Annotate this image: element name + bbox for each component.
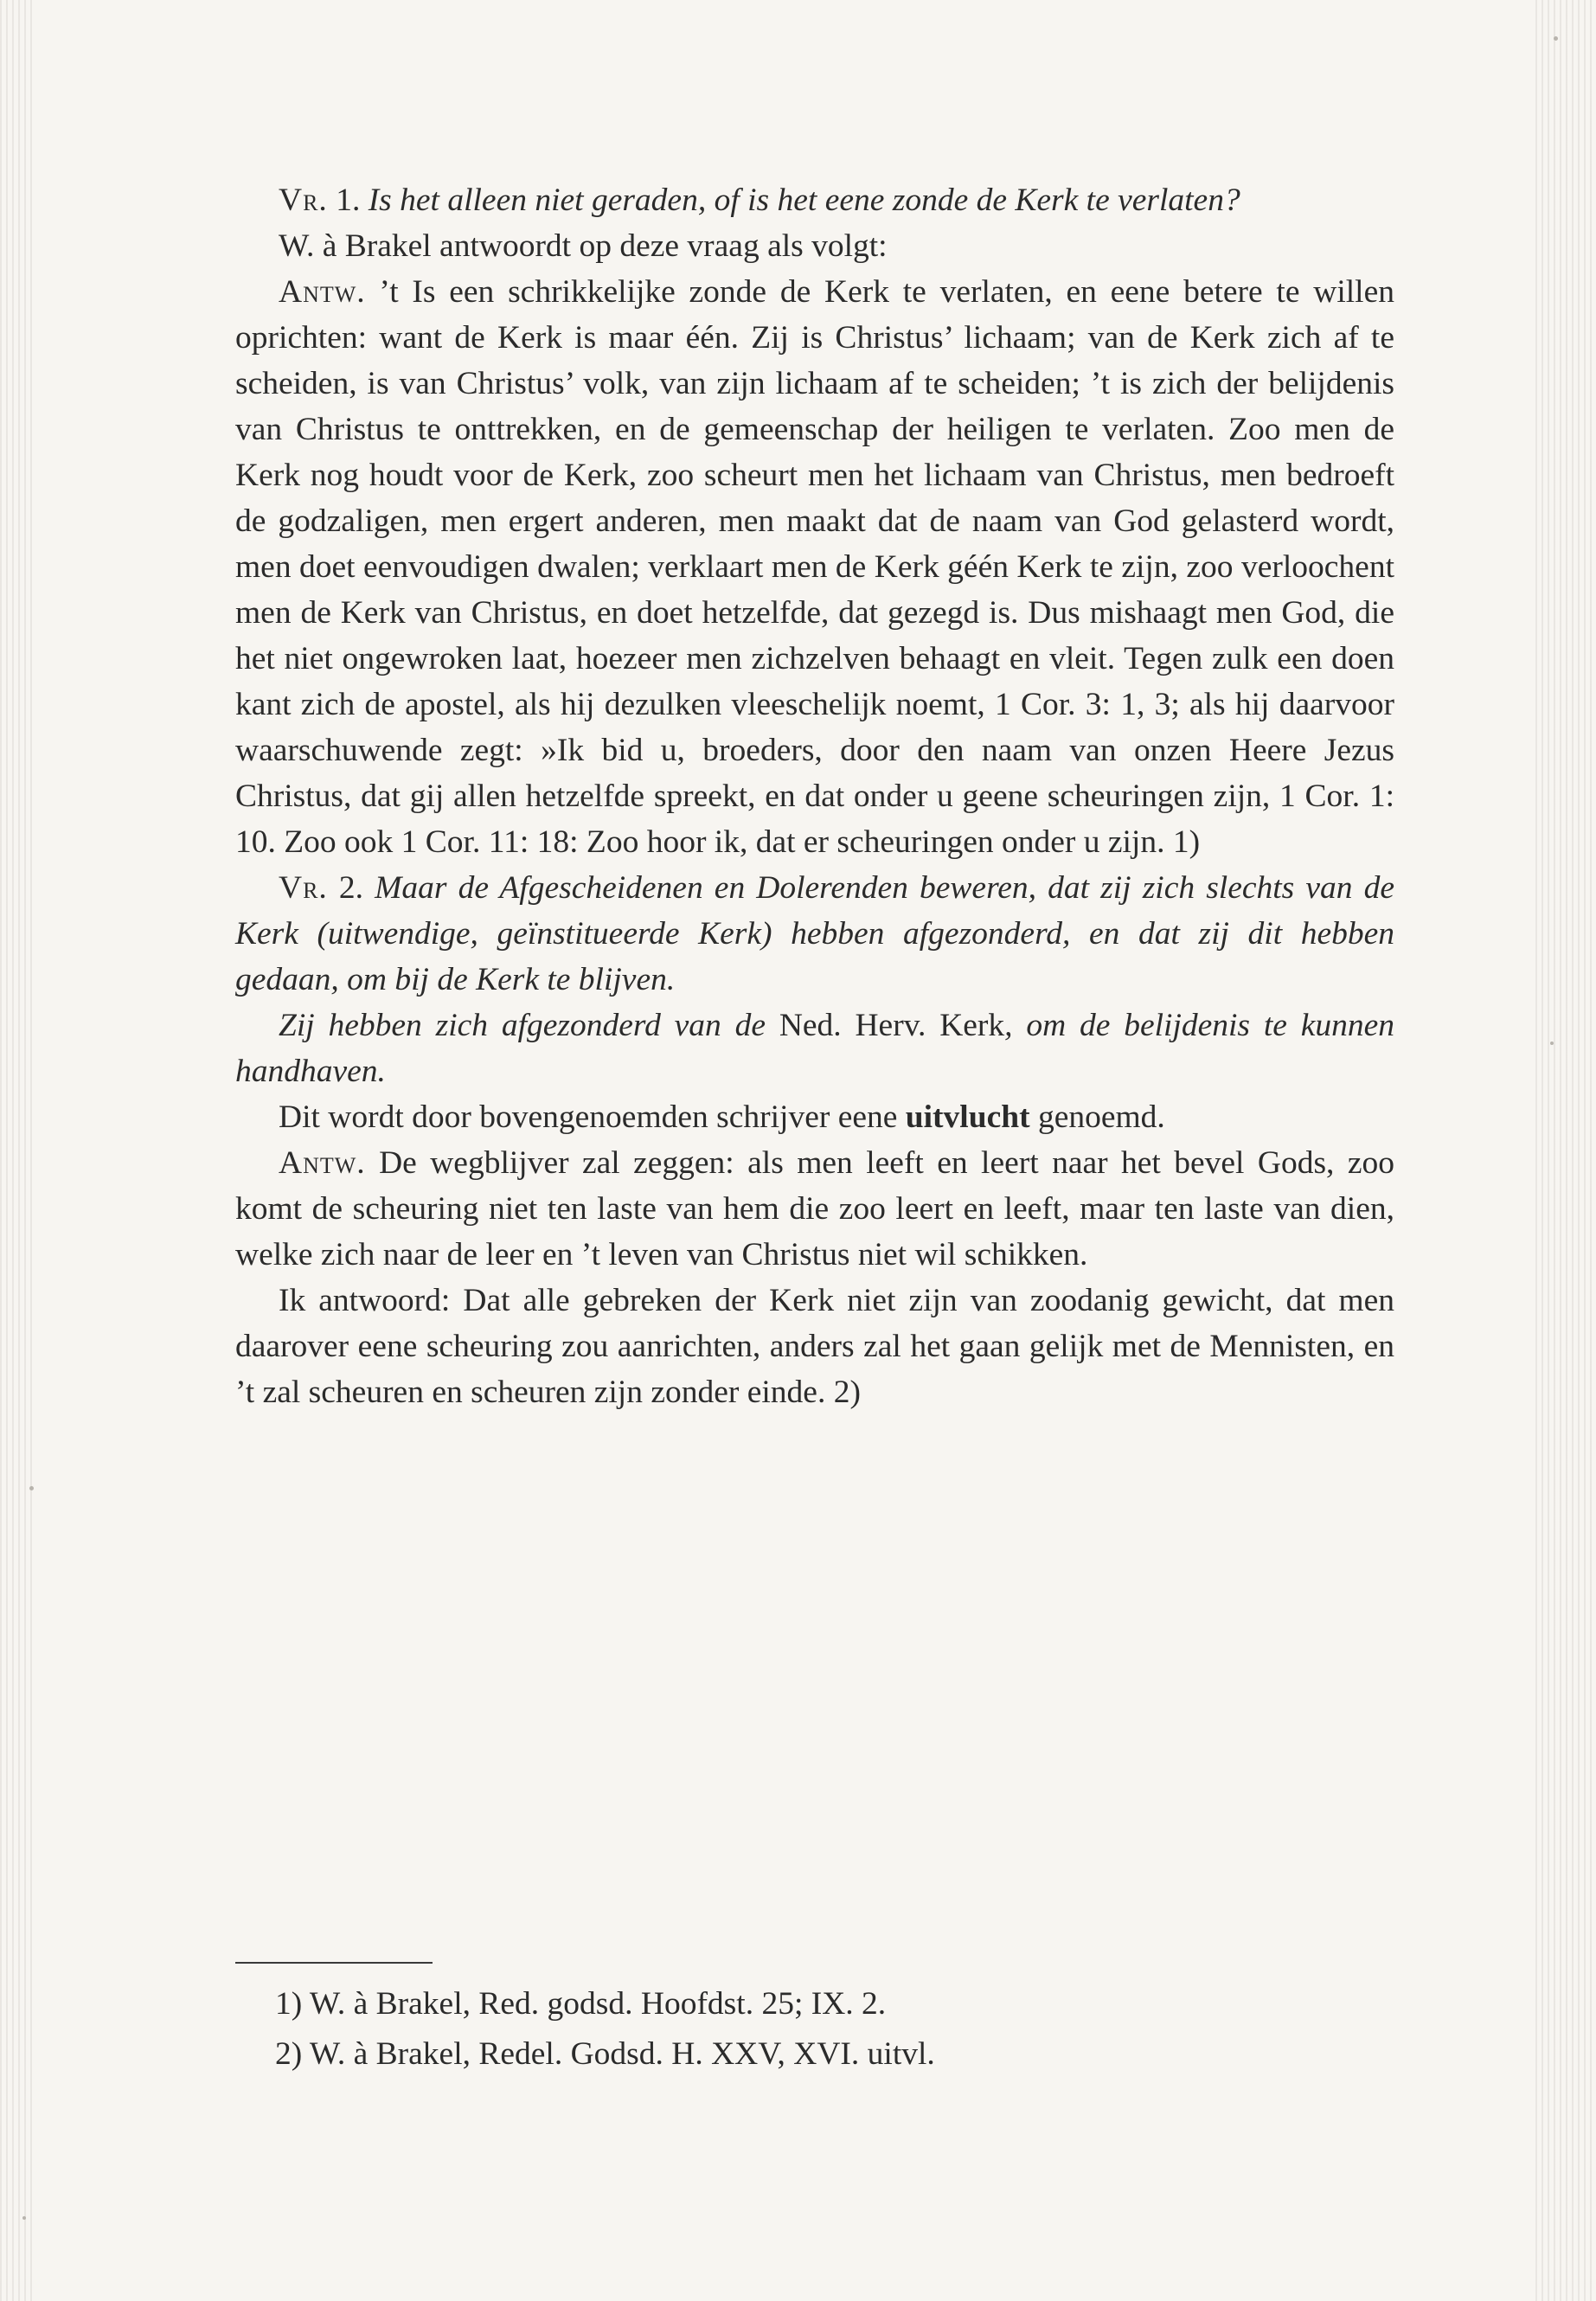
question-text: Zij hebben zich afgezonderd van de [279, 1008, 779, 1043]
answer-text: ’t Is een schrikkelijke zonde de Kerk te verlaten, en eene betere te willen oprichten: want de Kerk is maar één. Zij is Christus’ lichaam; van de Kerk zich af te scheiden, is van Christus’ volk, van zijn lichaam af te scheiden; ’t is zich der belijdenis van Christus te onttrekken, en de gemeenschap der heiligen te verlaten. Zoo men de Kerk nog houdt voor de Kerk, zoo scheurt men het lichaam van Christus, men bedroeft de godzaligen, men ergert anderen, men maakt dat de naam van God gelasterd wordt, men doet eenvoudigen dwalen; verklaart men de Kerk géén Kerk te zijn, zoo verloochent men de Kerk van Christus, en doet hetzelfde, dat gezegd is. Dus mishaagt men God, die het niet ongewroken laat, hoezeer men zichzelven behaagt en vleit. Tegen zulk een doen kant zich de apostel, als hij dezulken vleeschelijk noemt, 1 Cor. 3: 1, 3; als hij daarvoor waarschuwende zegt: »Ik bid u, broeders, door den naam van onzen Heere Jezus Christus, dat gij allen hetzelfde spreekt, en dat onder u geene scheuringen zijn, 1 Cor. 1: 10. Zoo ook 1 Cor. 11: 18: Zoo hoor ik, dat er scheuringen onder u zijn. 1) [235, 274, 1394, 860]
paragraph-text: Ik antwoord: Dat alle gebreken der Kerk niet zijn van zoodanig gewicht, dat men daarover eene scheuring zou aanrichten, anders zal het gaan gelijk met de Mennisten, en ’t zal scheuren en scheuren zijn zonder einde. 2) [235, 1283, 1394, 1410]
uitvlucht-paragraph [235, 1094, 1394, 1140]
paragraph-text: genoemd. [1029, 1099, 1165, 1135]
question-2-continued [235, 1003, 1394, 1094]
answer-label: Antw. [279, 274, 366, 310]
page-speck [1554, 36, 1558, 41]
answer-2 [235, 1140, 1394, 1278]
question-text: , om de belijdenis te kunnen handhaven. [235, 1008, 1394, 1089]
emphasis-word: uitvlucht [905, 1099, 1030, 1135]
question-number: 2. [327, 870, 375, 906]
page-speck [1550, 1042, 1554, 1045]
question-number: 1. [327, 183, 369, 218]
answer-text: De wegblijver zal zeggen: als men leeft en leert naar het bevel Gods, zoo komt de scheuring niet ten laste van hem die zoo leert en leeft, maar ten laste van dien, welke zich naar de leer en ’t leven van Christus niet wil schikken. [235, 1145, 1394, 1272]
question-1 [235, 177, 1394, 223]
paragraph-text: Dit wordt door bovengenoemden schrijver eene [279, 1099, 906, 1135]
body-text [235, 177, 1394, 1415]
footnote-2: 2) W. à Brakel, Redel. Godsd. H. XXV, XVI. uitvl. [275, 2036, 935, 2072]
page-edge-left [0, 0, 35, 2301]
ik-antwoord-paragraph [235, 1278, 1394, 1415]
question-text: Maar de Afgescheidenen en Dolerenden beweren, dat zij zich slechts van de Kerk (uitwendige, geïnstitueerde Kerk) hebben afgezonderd, en dat zij dit hebben gedaan, om bij de Kerk te blijven. [235, 870, 1395, 997]
page-edge-right [1535, 0, 1596, 2301]
paragraph-text: W. à Brakel antwoordt op deze vraag als volgt: [279, 228, 888, 264]
page-speck [29, 1486, 34, 1490]
question-2 [235, 865, 1394, 1003]
brakel-intro [235, 223, 1394, 269]
question-text: Is het alleen niet geraden, of is het eene zonde de Kerk te verlaten? [368, 183, 1240, 218]
answer-label: Antw. [279, 1145, 366, 1181]
footnote-1: 1) W. à Brakel, Red. godsd. Hoofdst. 25; IX. 2. [275, 1986, 887, 2022]
answer-1 [235, 269, 1394, 865]
church-name: Ned. Herv. Kerk [779, 1008, 1005, 1043]
question-label: Vr. [279, 870, 328, 906]
footnotes [275, 1979, 1313, 2080]
page-speck [22, 2216, 26, 2220]
footnote-rule [235, 1962, 433, 1964]
question-label: Vr. [279, 183, 328, 218]
